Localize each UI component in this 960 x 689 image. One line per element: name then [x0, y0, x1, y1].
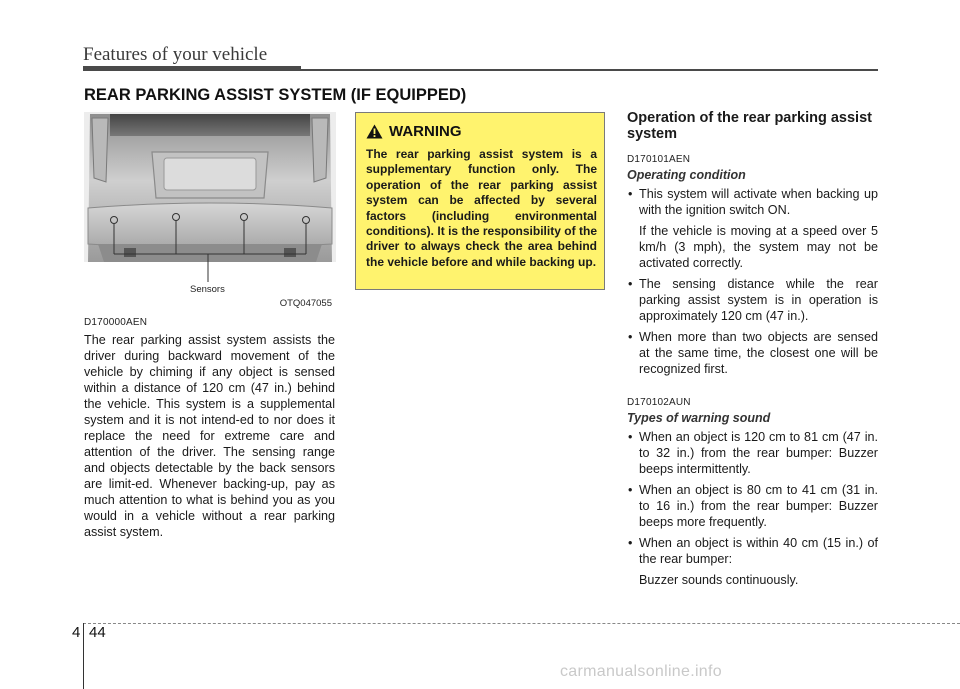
- list-item-text: When an object is within 40 cm (15 in.) of the rear bumper:: [639, 536, 878, 566]
- warning-box: [355, 112, 605, 290]
- header-rule-thin: [301, 69, 878, 71]
- warning-text: The rear parking assist system is a supplementary function only. The operation of the rear parking assist system can be affected by several factors (including environmental conditions). It is the responsibility of the driver to always check the area behind the vehicle before and while backing up.: [366, 147, 597, 269]
- list-item: [627, 535, 878, 588]
- header-title: Features of your vehicle: [83, 44, 268, 65]
- operation-section: [627, 110, 878, 593]
- section-code: D170000AEN: [84, 317, 148, 328]
- list-item-note: If the vehicle is moving at a speed over 5 km/h (3 mph), the system may not be activated correctly.: [639, 224, 878, 270]
- operation-title: Operation of the rear parking assist system: [627, 110, 872, 142]
- list-item: [627, 186, 878, 271]
- list-item-text: This system will activate when backing up with the ignition switch ON.: [639, 187, 878, 217]
- vehicle-rear-illustration: [84, 112, 336, 310]
- list-item: [627, 276, 878, 324]
- section-code: D170101AEN: [627, 154, 691, 165]
- warning-title: WARNING: [389, 123, 462, 140]
- bullet-list: [627, 429, 878, 588]
- list-item-text: When more than two objects are sensed at the same time, the closest one will be recognized first.: [639, 330, 878, 376]
- header-rule: [83, 66, 301, 71]
- body-paragraph: The rear parking assist system assists the driver during backward movement of the vehicle by chiming if any object is sensed within a distance of 120 cm (47 in.) behind the vehicle. This system is a supplemental system and it is not intend-ed to nor does it replace the need for extreme care and attention of the driver. The sensing range and objects detectable by the back sensors are limit-ed. Whenever backing-up, pay as much attention to what is behind you as you would in a vehicle without a rear parking assist system.: [84, 333, 335, 539]
- figure-code: OTQ047055: [279, 298, 332, 309]
- warning-header: [366, 123, 462, 140]
- footer-rule: [83, 623, 960, 624]
- section-code: D170102AUN: [627, 397, 691, 408]
- bullet-list: [627, 186, 878, 377]
- list-item: [627, 429, 878, 477]
- list-item: [627, 482, 878, 530]
- watermark: carmanualsonline.info: [560, 663, 722, 680]
- subheading-warning-sound: Types of warning sound: [627, 411, 771, 425]
- warning-triangle-icon: [366, 124, 383, 139]
- subheading-operating-condition: Operating condition: [627, 168, 746, 182]
- list-item-text: The sensing distance while the rear parking assist system is in operation is approximately 120 cm (47 in.).: [639, 277, 878, 323]
- list-item-text: When an object is 120 cm to 81 cm (47 in. to 32 in.) from the rear bumper: Buzzer beeps intermittently.: [639, 430, 878, 476]
- list-item: [627, 329, 878, 377]
- list-item-text: When an object is 80 cm to 41 cm (31 in. to 16 in.) from the rear bumper: Buzzer beeps more frequently.: [639, 483, 878, 529]
- chapter-number: 4: [72, 624, 81, 641]
- section-title: REAR PARKING ASSIST SYSTEM (IF EQUIPPED): [84, 86, 467, 104]
- rear-vehicle-figure: [84, 112, 336, 310]
- list-item-note: Buzzer sounds continuously.: [639, 573, 799, 587]
- page-number: 44: [89, 624, 106, 641]
- sensors-label: Sensors: [190, 284, 225, 295]
- footer-divider: [83, 623, 84, 689]
